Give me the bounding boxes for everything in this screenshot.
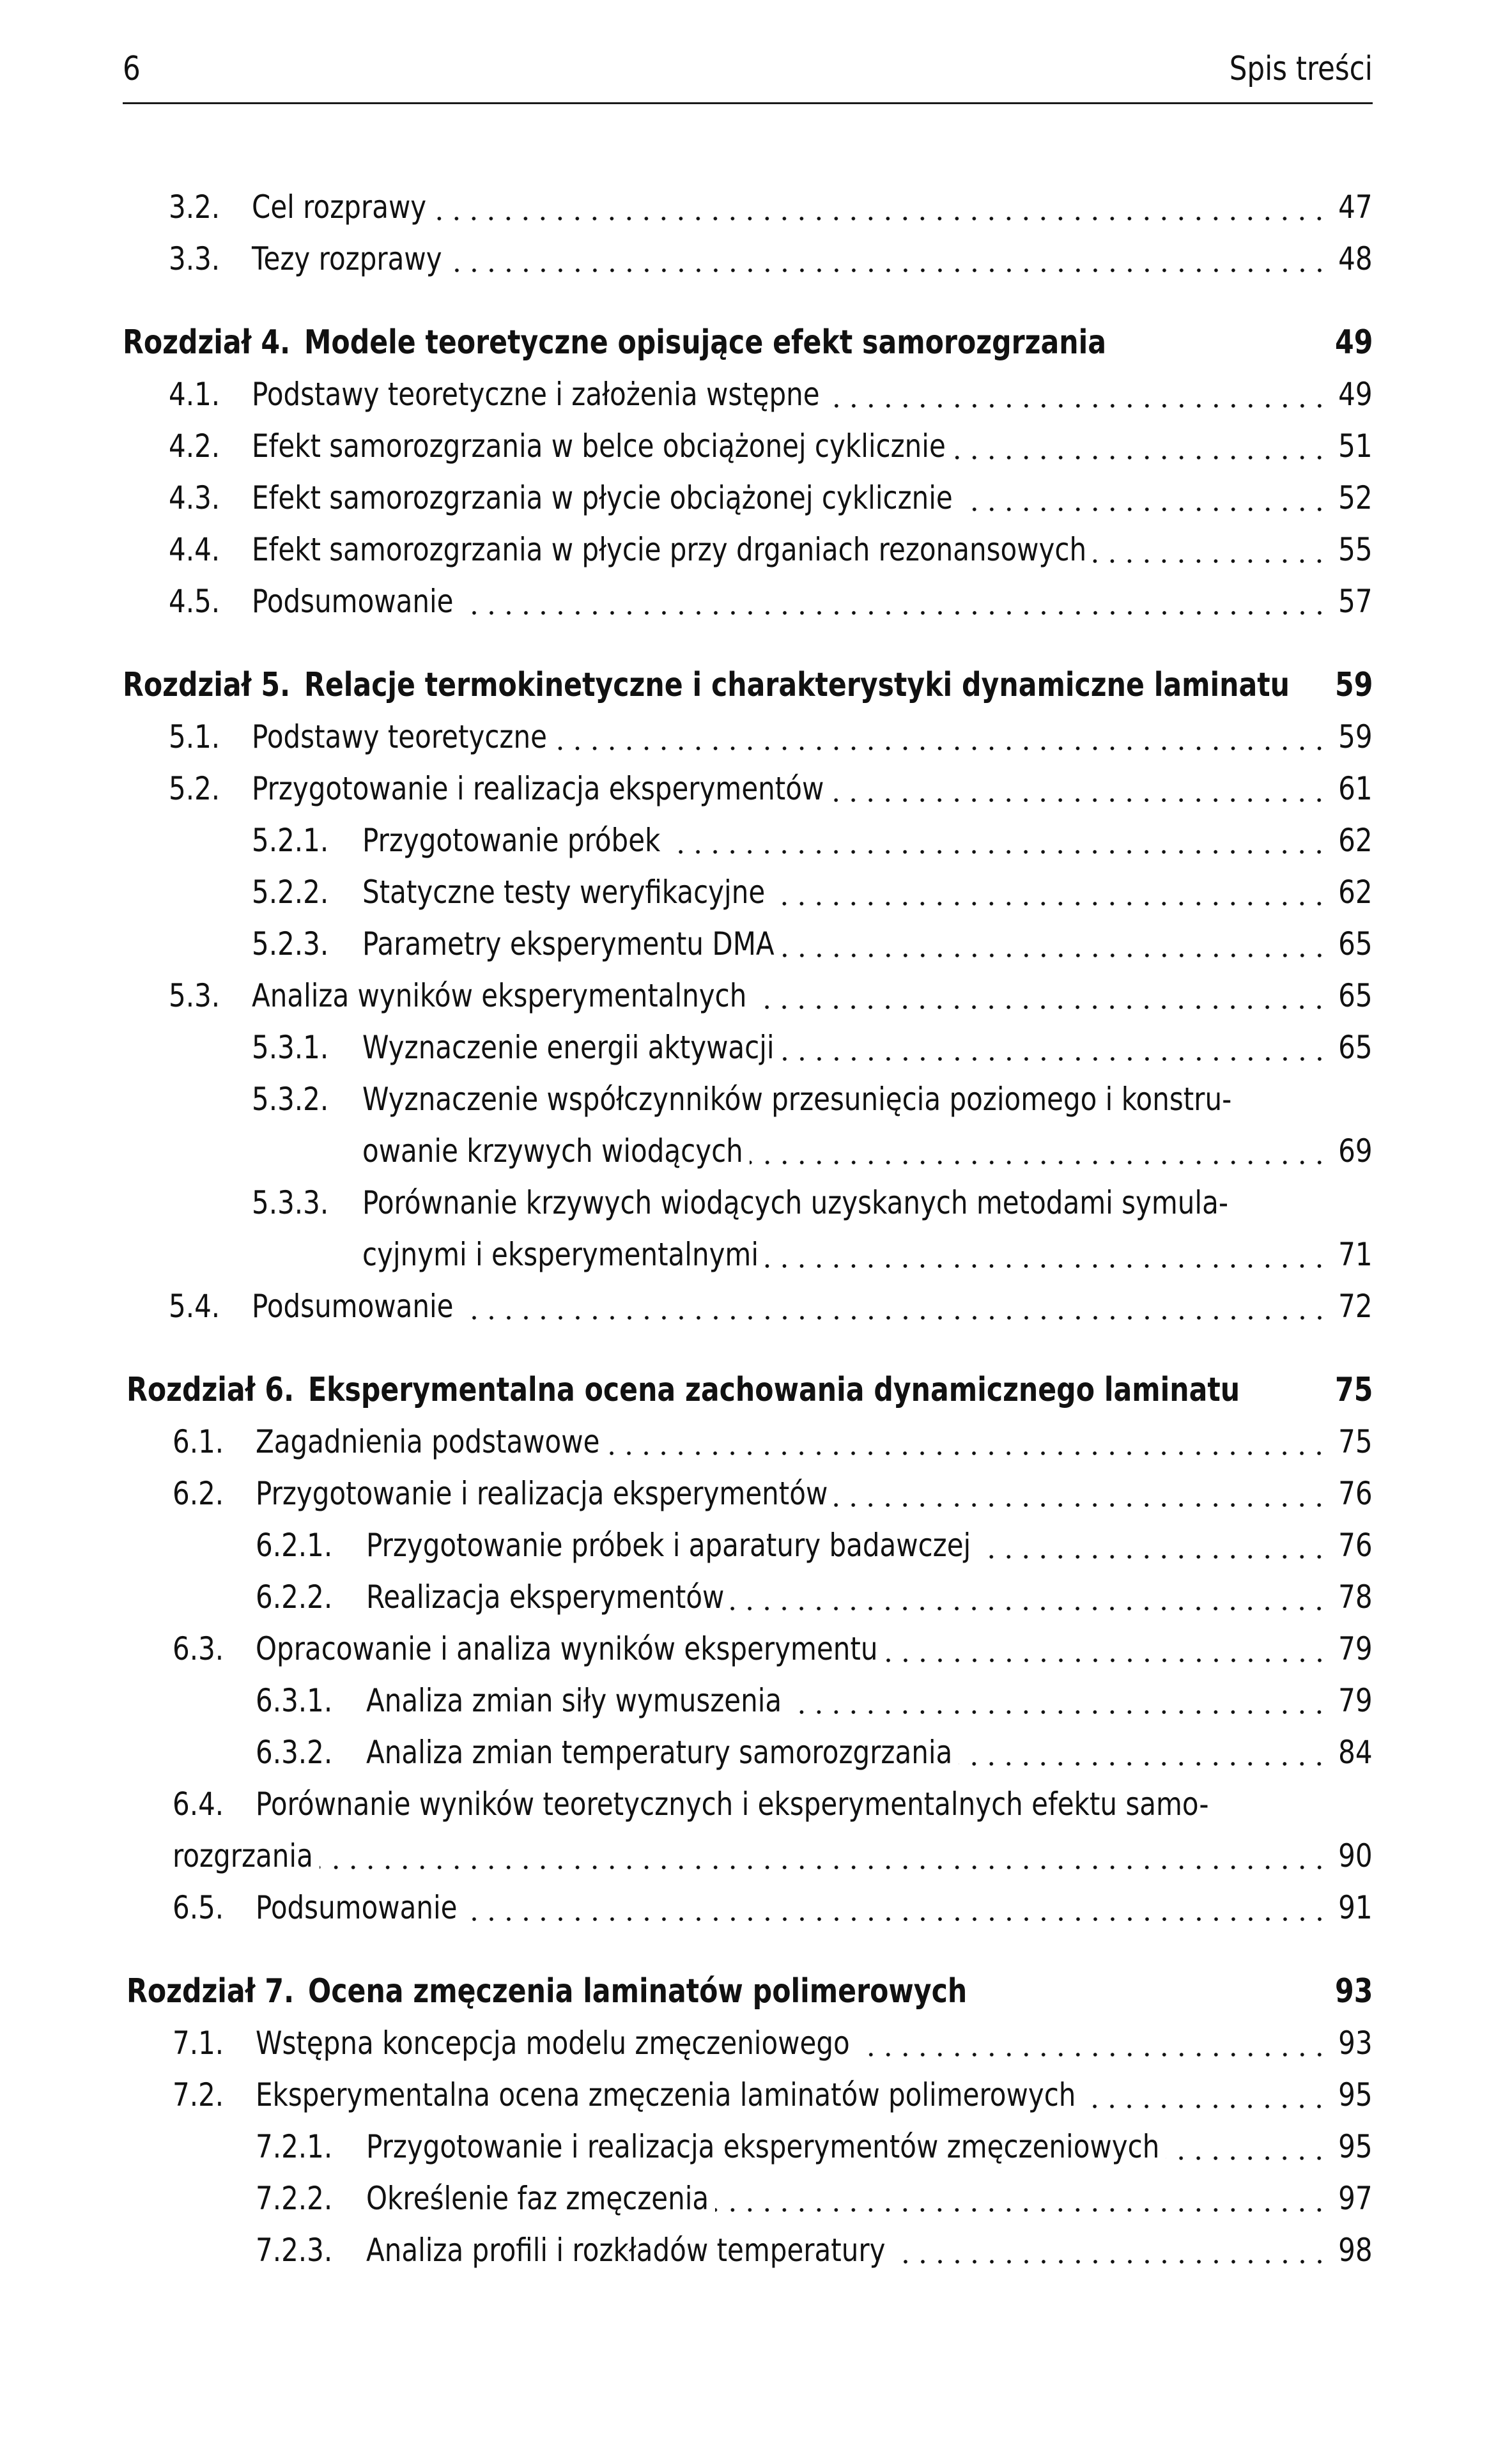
toc-section-entry[interactable] — [123, 372, 1373, 417]
toc-entry-number: 7.2.1. — [256, 2128, 333, 2165]
dot-leader — [892, 2228, 1328, 2273]
toc-entry-number: 6.1. — [173, 1423, 224, 1460]
toc-entry-page: 97 — [1338, 2180, 1373, 2217]
toc-entry-number: 5.2.1. — [252, 822, 329, 859]
toc-entry-title: Relacje termokinetyczne i charakterystyki dynamiczne laminatu — [304, 666, 1290, 704]
toc-entry-number: 5.2. — [169, 770, 220, 807]
toc-entry-page: 95 — [1338, 2128, 1373, 2165]
toc-section-entry[interactable] — [123, 475, 1373, 520]
dot-leader — [715, 2176, 1328, 2221]
dot-leader — [1166, 2124, 1328, 2169]
toc-entry-number: 7.1. — [173, 2025, 224, 2062]
toc-entry-title: Efekt samorozgrzania w belce obciążonej cyklicznie — [252, 428, 946, 465]
toc-entry-page: 69 — [1338, 1132, 1373, 1170]
toc-subsection-entry[interactable] — [123, 1232, 1373, 1277]
toc-entry-number: Rozdział 6. — [127, 1371, 295, 1409]
toc-entry-page: 79 — [1338, 1630, 1373, 1667]
dot-leader — [1082, 2073, 1328, 2117]
toc-entry-page: 75 — [1334, 1371, 1373, 1409]
toc-entry-title: Określenie faz zmęczenia — [366, 2180, 709, 2217]
toc-entry-number: 3.2. — [169, 189, 220, 226]
toc-entry-title: Opracowanie i analiza wyników eksperymentu — [256, 1630, 878, 1667]
running-title: Spis treści — [1229, 50, 1373, 88]
toc-entry-number: 5.2.2. — [252, 874, 329, 911]
toc-entry-title: Efekt samorozgrzania w płycie przy drganiach rezonansowych — [252, 531, 1087, 568]
toc-entry-title: Podsumowanie — [252, 583, 454, 620]
toc-entry-title: Przygotowanie i realizacja eksperymentów — [252, 770, 824, 807]
dot-leader — [826, 372, 1328, 417]
toc-entry-number: 6.5. — [173, 1889, 224, 1926]
dot-leader — [959, 1730, 1328, 1775]
toc-entry-page: 72 — [1338, 1288, 1373, 1325]
toc-entry-title: Parametry eksperymentu DMA — [362, 925, 775, 962]
toc-entry-page: 76 — [1338, 1475, 1373, 1512]
toc-entry-page: 51 — [1338, 428, 1373, 465]
toc-section-entry[interactable] — [123, 579, 1373, 624]
toc-entry-number: 7.2.3. — [256, 2232, 333, 2269]
toc-entry-title: Zagadnienia podstawowe — [256, 1423, 600, 1460]
toc-section-entry[interactable] — [127, 1471, 1373, 1516]
toc-chapter-entry[interactable] — [123, 663, 1373, 707]
toc-entry-number: 5.1. — [169, 718, 220, 755]
toc-entry-title: Efekt samorozgrzania w płycie obciążonej cyklicznie — [252, 479, 953, 516]
toc-entry-number: 5.3.1. — [252, 1029, 329, 1066]
toc-entry-number: 6.2.2. — [256, 1579, 333, 1616]
dot-leader — [433, 185, 1328, 229]
toc-entry-page: 93 — [1334, 1972, 1373, 2011]
toc-entry-number: 6.3. — [173, 1630, 224, 1667]
toc-subsection-entry[interactable] — [127, 1730, 1373, 1775]
toc-subsection-entry[interactable] — [123, 1180, 1373, 1225]
dot-leader — [320, 1834, 1328, 1878]
toc-entry-number: 6.3.1. — [256, 1682, 333, 1719]
toc-section-entry[interactable] — [127, 2073, 1373, 2117]
toc-entry-title: Eksperymentalna ocena zachowania dynamicznego laminatu — [308, 1371, 1240, 1409]
dot-leader — [553, 714, 1328, 759]
toc-chapter-entry[interactable] — [123, 320, 1373, 365]
toc-entry-page: 90 — [1338, 1837, 1373, 1874]
toc-entry-title: Podsumowanie — [252, 1288, 454, 1325]
toc-entry-title: Eksperymentalna ocena zmęczenia laminatów polimerowych — [256, 2076, 1076, 2113]
toc-section-entry[interactable] — [123, 1284, 1373, 1329]
dot-leader — [977, 1523, 1328, 1568]
toc-entry-title: Wyznaczenie współczynników przesunięcia poziomego i konstru- — [362, 1081, 1232, 1118]
toc-entry-page: 62 — [1338, 874, 1373, 911]
toc-entry-title: Przygotowanie próbek — [362, 822, 661, 859]
dot-leader — [765, 1232, 1328, 1277]
toc-subsection-entry[interactable] — [127, 1523, 1373, 1568]
dot-leader — [464, 1885, 1328, 1930]
toc-entry-number: 4.3. — [169, 479, 220, 516]
dot-leader — [1093, 527, 1328, 572]
toc-entry-number: 7.2.2. — [256, 2180, 333, 2217]
toc-subsection-entry[interactable] — [123, 1129, 1373, 1173]
toc-section-entry[interactable] — [127, 2021, 1373, 2066]
dot-leader — [730, 1575, 1328, 1619]
toc-entry-title: Porównanie krzywych wiodących uzyskanych metodami symula- — [362, 1184, 1228, 1221]
toc-entry-number: Rozdział 4. — [123, 323, 291, 362]
dot-leader — [667, 818, 1328, 863]
toc-chapter-entry[interactable] — [127, 1368, 1373, 1412]
dot-leader — [830, 766, 1328, 811]
toc-entry-number: 6.3.2. — [256, 1734, 333, 1771]
toc-entry-number: 4.2. — [169, 428, 220, 465]
toc-entry-page: 57 — [1338, 583, 1373, 620]
toc-subsection-entry[interactable] — [123, 1077, 1373, 1122]
toc-entry-page: 98 — [1338, 2232, 1373, 2269]
toc-entry-page: 75 — [1338, 1423, 1373, 1460]
toc-entry-title: Analiza zmian temperatury samorozgrzania — [366, 1734, 953, 1771]
toc-subsection-entry[interactable] — [123, 922, 1373, 966]
toc-entry-page: 49 — [1334, 323, 1373, 362]
toc-entry-page: 91 — [1338, 1889, 1373, 1926]
page-number: 6 — [123, 50, 141, 88]
toc-entry-page: 49 — [1338, 376, 1373, 413]
toc-section-entry[interactable] — [123, 185, 1373, 229]
toc-section-entry[interactable] — [123, 527, 1373, 572]
toc-entry-page: 62 — [1338, 822, 1373, 859]
toc-entry-number: 5.4. — [169, 1288, 220, 1325]
dot-leader — [771, 870, 1328, 915]
toc-entry-number: 5.3.2. — [252, 1081, 329, 1118]
toc-entry-page: 76 — [1338, 1527, 1373, 1564]
toc-entry-number: 4.4. — [169, 531, 220, 568]
toc-entry-number: 5.3. — [169, 977, 220, 1014]
toc-entry-number: 4.1. — [169, 376, 220, 413]
toc-entry-number: 6.4. — [173, 1786, 224, 1823]
dot-leader — [606, 1419, 1328, 1464]
toc-entry-page: 84 — [1338, 1734, 1373, 1771]
toc-section-entry[interactable] — [123, 766, 1373, 811]
toc-entry-title: Wstępna koncepcja modelu zmęczeniowego — [256, 2025, 850, 2062]
dot-leader — [781, 922, 1328, 966]
dot-leader — [788, 1678, 1328, 1723]
toc-entry-title: Przygotowanie i realizacja eksperymentów zmęczeniowych — [366, 2128, 1160, 2165]
toc-entry-title: Wyznaczenie energii aktywacji — [362, 1029, 775, 1066]
toc-entry-title: Podstawy teoretyczne i założenia wstępne — [252, 376, 820, 413]
toc-entry-page: 65 — [1338, 925, 1373, 962]
dot-leader — [856, 2021, 1328, 2066]
dot-leader — [834, 1471, 1328, 1516]
toc-entry-number: 7.2. — [173, 2076, 224, 2113]
toc-entry-title: Analiza wyników eksperymentalnych — [252, 977, 747, 1014]
toc-entry-title: cyjnymi i eksperymentalnymi — [362, 1236, 759, 1273]
toc-entry-title: Porównanie wyników teoretycznych i eksperymentalnych efektu samo- — [256, 1786, 1209, 1823]
toc-subsection-entry[interactable] — [127, 1575, 1373, 1619]
toc-entry-title: rozgrzania — [173, 1837, 313, 1874]
toc-entry-number: 6.2. — [173, 1475, 224, 1512]
toc-subsection-entry[interactable] — [127, 2124, 1373, 2169]
toc-section-entry[interactable] — [127, 1782, 1373, 1826]
dot-leader — [753, 973, 1328, 1018]
toc-entry-title: Podstawy teoretyczne — [252, 718, 547, 755]
toc-subsection-entry[interactable] — [127, 1678, 1373, 1723]
toc-entry-page: 95 — [1338, 2076, 1373, 2113]
toc-chapter-entry[interactable] — [127, 1969, 1373, 2014]
dot-leader — [952, 424, 1328, 468]
toc-entry-title: Statyczne testy weryfikacyjne — [362, 874, 766, 911]
toc-entry-title: Analiza zmian siły wymuszenia — [366, 1682, 782, 1719]
toc-entry-page: 52 — [1338, 479, 1373, 516]
toc-subsection-entry[interactable] — [123, 818, 1373, 863]
toc-section-entry[interactable] — [127, 1626, 1373, 1671]
toc-subsection-entry[interactable] — [123, 870, 1373, 915]
dot-leader — [460, 579, 1328, 624]
dot-leader — [449, 236, 1328, 281]
dot-leader — [781, 1025, 1328, 1070]
toc-entry-title: Przygotowanie i realizacja eksperymentów — [256, 1475, 828, 1512]
toc-entry-number: 3.3. — [169, 240, 220, 277]
toc-section-entry[interactable] — [123, 973, 1373, 1018]
toc-entry-number: 4.5. — [169, 583, 220, 620]
toc-entry-title: Podsumowanie — [256, 1889, 458, 1926]
toc-entry-page: 61 — [1338, 770, 1373, 807]
toc-entry-title: Przygotowanie próbek i aparatury badawczej — [366, 1527, 971, 1564]
toc-entry-page: 71 — [1338, 1236, 1373, 1273]
toc-entry-page: 48 — [1338, 240, 1373, 277]
toc-entry-page: 55 — [1338, 531, 1373, 568]
toc-section-entry[interactable] — [123, 714, 1373, 759]
toc-entry-title: Cel rozprawy — [252, 189, 427, 226]
toc-section-entry[interactable] — [127, 1834, 1373, 1878]
toc-entry-number: Rozdział 7. — [127, 1972, 295, 2011]
dot-leader — [750, 1129, 1328, 1173]
dot-leader — [884, 1626, 1328, 1671]
toc-entry-page: 65 — [1338, 1029, 1373, 1066]
toc-entry-title: Tezy rozprawy — [252, 240, 442, 277]
dot-leader — [460, 1284, 1328, 1329]
toc-section-entry[interactable] — [127, 1419, 1373, 1464]
toc-entry-page: 78 — [1338, 1579, 1373, 1616]
toc-section-entry[interactable] — [123, 236, 1373, 281]
toc-entry-page: 93 — [1338, 2025, 1373, 2062]
toc-entry-title: owanie krzywych wiodących — [362, 1132, 743, 1170]
toc-subsection-entry[interactable] — [127, 2228, 1373, 2273]
toc-entry-number: 5.2.3. — [252, 925, 329, 962]
toc-entry-page: 65 — [1338, 977, 1373, 1014]
toc-entry-number: Rozdział 5. — [123, 666, 291, 704]
toc-section-entry[interactable] — [127, 1885, 1373, 1930]
toc-entry-number: 6.2.1. — [256, 1527, 333, 1564]
toc-entry-page: 47 — [1338, 189, 1373, 226]
toc-subsection-entry[interactable] — [127, 2176, 1373, 2221]
toc-entry-page: 59 — [1338, 718, 1373, 755]
toc-entry-title: Realizacja eksperymentów — [366, 1579, 725, 1616]
toc-entry-number: 5.3.3. — [252, 1184, 329, 1221]
toc-entry-title: Analiza profili i rozkładów temperatury — [366, 2232, 886, 2269]
dot-leader — [959, 475, 1328, 520]
toc-entry-page: 59 — [1334, 666, 1373, 704]
toc-entry-title: Modele teoretyczne opisujące efekt samorozgrzania — [304, 323, 1107, 362]
toc-entry-page: 79 — [1338, 1682, 1373, 1719]
toc-subsection-entry[interactable] — [123, 1025, 1373, 1070]
toc-entry-title: Ocena zmęczenia laminatów polimerowych — [308, 1972, 968, 2011]
toc-section-entry[interactable] — [123, 424, 1373, 468]
